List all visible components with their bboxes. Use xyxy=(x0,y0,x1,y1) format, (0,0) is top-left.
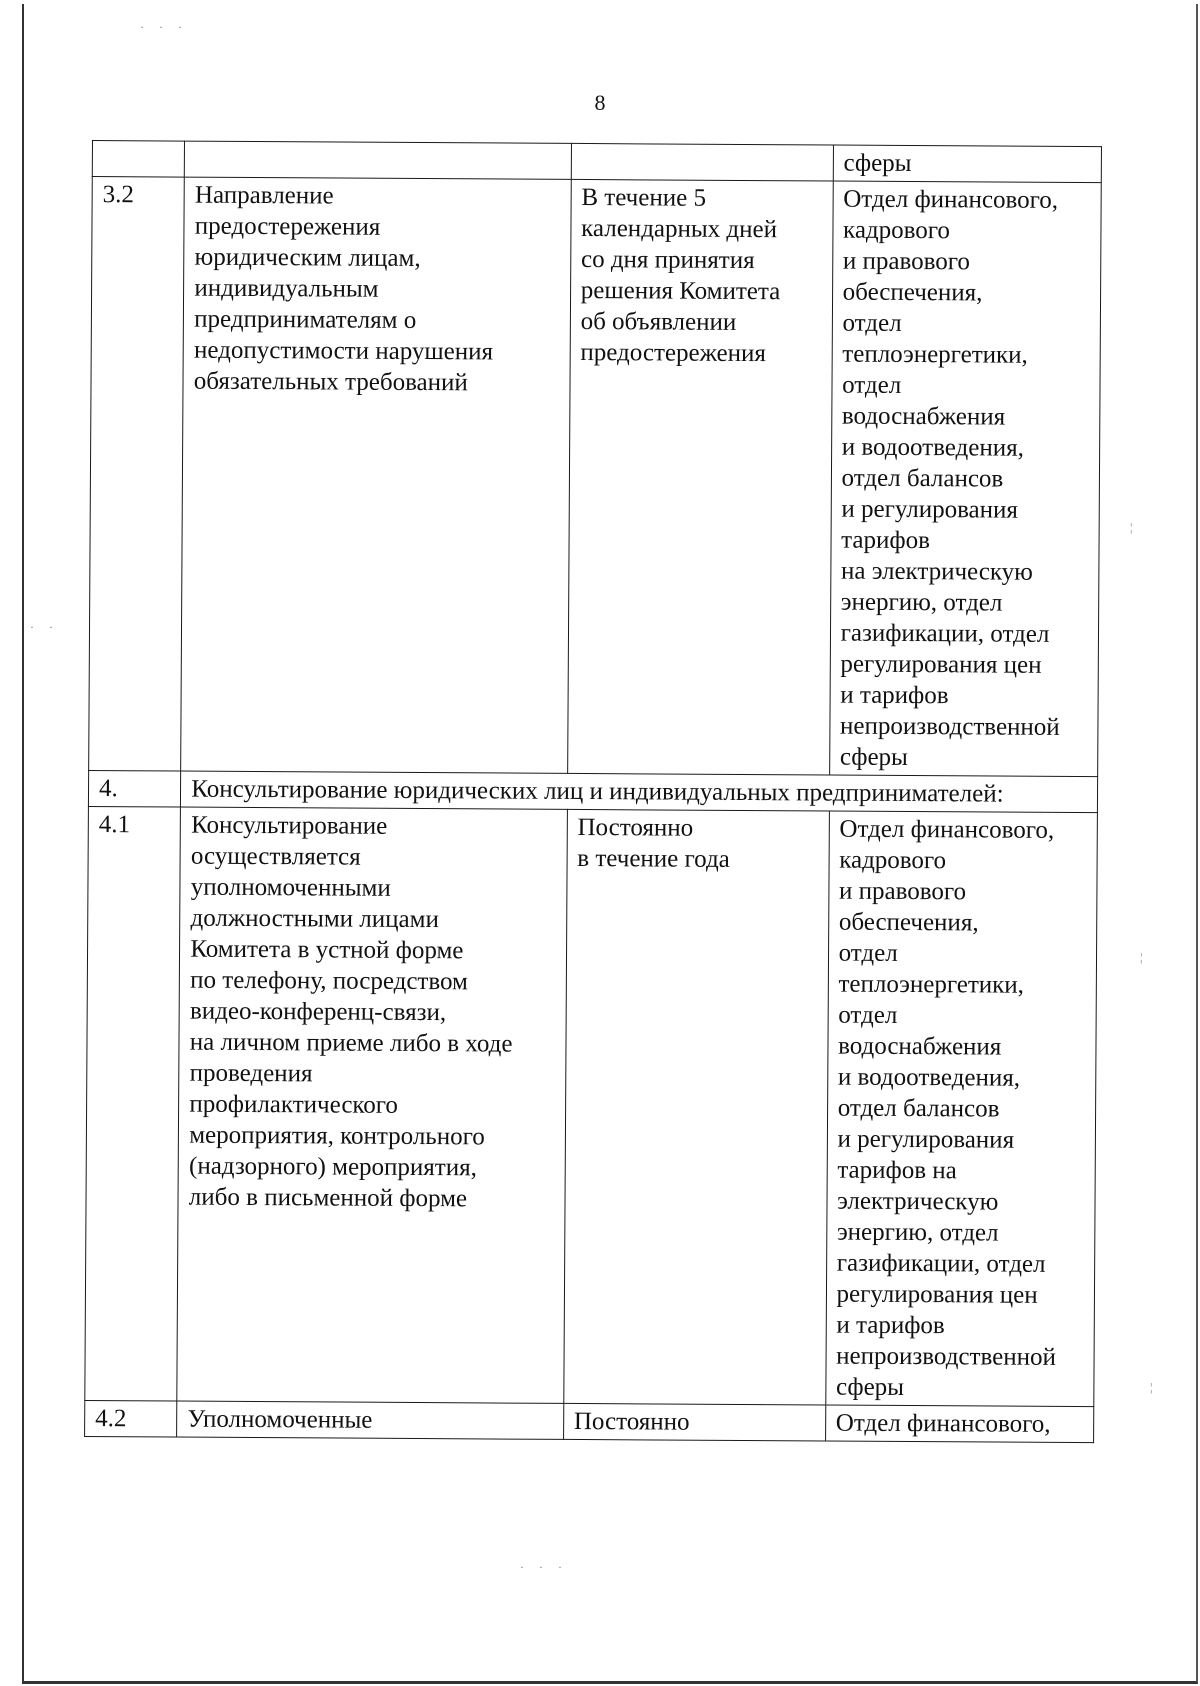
page-number: 8 xyxy=(594,90,606,115)
row-number-cell xyxy=(92,141,185,178)
scan-speck: · · · xyxy=(520,1560,568,1574)
scan-speck: · · xyxy=(30,620,59,634)
responsible-cell: сферы xyxy=(833,145,1102,183)
scan-speck: · · · xyxy=(140,20,188,34)
scan-speck: ¦ xyxy=(1130,520,1139,534)
description-cell: Уполномоченные xyxy=(177,1401,564,1439)
section-row xyxy=(88,770,1097,812)
table-row xyxy=(92,141,1101,183)
row-number-cell: 4.1 xyxy=(85,806,181,1401)
deadline-cell: В течение 5 календарных дней со дня принятия решения Комитета об объявлении предостережения xyxy=(567,179,833,775)
description-cell: Направление предостережения юридическим лицам, индивидуальным предпринимателям о недопустимости нарушения обязательных требований xyxy=(181,177,571,773)
responsible-cell: Отдел финансового, xyxy=(825,1405,1094,1443)
scan-speck: ¦ xyxy=(1150,1380,1159,1394)
plan-table xyxy=(84,140,1102,1443)
deadline-cell: Постоянно xyxy=(563,1403,825,1441)
row-number-cell: 3.2 xyxy=(89,177,185,772)
deadline-cell: Постоянно в течение года xyxy=(564,809,830,1405)
deadline-cell xyxy=(571,143,833,181)
description-cell xyxy=(185,141,572,179)
table-row xyxy=(89,177,1102,777)
table-row xyxy=(85,806,1098,1406)
table-row xyxy=(85,1400,1094,1442)
description-cell: Консультирование осуществляется уполномоченными должностными лицами Комитета в устной форме по телефону, посредством видео-конференц-связи, на личном приеме либо в ходе проведения профилактического мероприятия, контрольного (надзорного) мероприятия, либо в письменной форме xyxy=(177,807,567,1403)
section-title-cell: Консультирование юридических лиц и индивидуальных предпринимателей: xyxy=(181,771,1098,813)
row-number-cell: 4.2 xyxy=(85,1400,178,1437)
scan-speck: ¦ xyxy=(1140,950,1149,964)
row-number-cell: 4. xyxy=(88,770,181,807)
responsible-cell: Отдел финансового, кадрового и правового обеспечения, отдел теплоэнергетики, отдел водоснабжения и водоотведения, отдел балансов и регулирования тарифов на электрическую энергию, отдел газификации, отдел регулирования цен и тарифов непроизводственной сферы xyxy=(829,181,1101,777)
responsible-cell: Отдел финансового, кадрового и правового обеспечения, отдел теплоэнергетики, отдел водоснабжения и водоотведения, отдел балансов и регулирования тарифов на электрическую энергию, отдел газификации, отдел регулирования цен и тарифов непроизводственной сферы xyxy=(825,811,1097,1407)
